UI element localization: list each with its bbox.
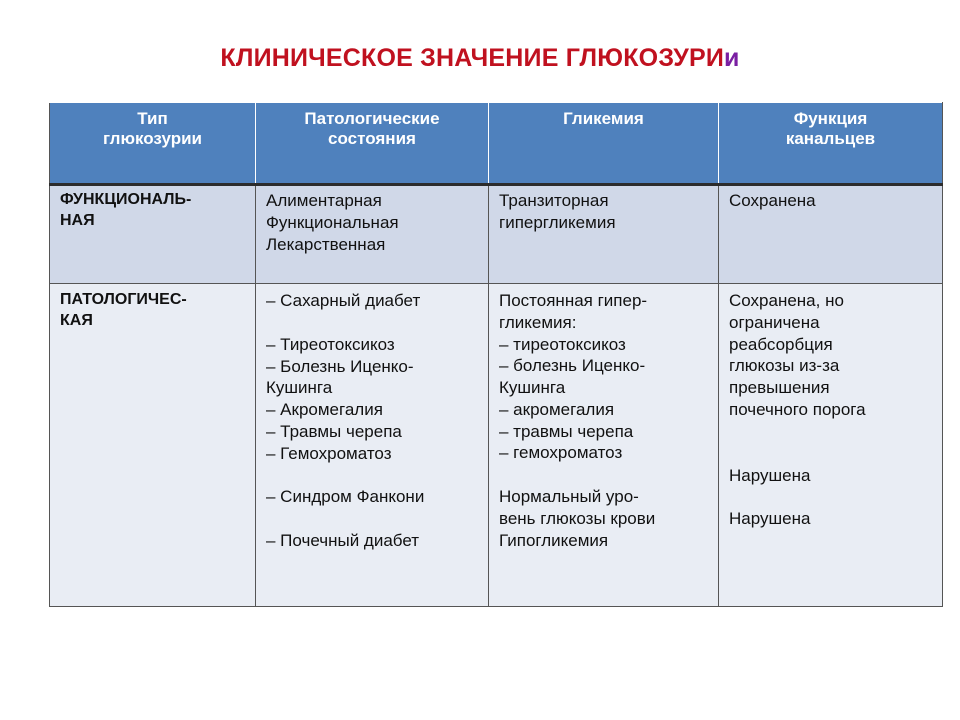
cell-conditions xyxy=(256,284,489,607)
cell-line: Нормальный уро- вень глюкозы крови xyxy=(499,487,656,528)
cell-line: – Синдром Фанкони xyxy=(266,487,425,507)
slide-title xyxy=(0,44,960,73)
cell-line: гипергликемия xyxy=(499,212,616,232)
cell-glycemia xyxy=(489,185,719,284)
table-row xyxy=(50,284,943,607)
cell-line: – Тиреотоксикоз xyxy=(266,334,395,354)
cell-line: Функциональная xyxy=(266,212,399,232)
header-type: Тип глюкозурии xyxy=(50,103,256,185)
cell-line: – Сахарный диабет xyxy=(266,291,421,310)
cell-function xyxy=(719,185,943,284)
cell-line: Нарушена xyxy=(729,465,811,485)
cell-line: Сохранена xyxy=(729,191,816,210)
cell-line: Лекарственная xyxy=(266,234,386,254)
cell-line: – Травмы черепа xyxy=(266,421,402,441)
cell-line: – Акромегалия xyxy=(266,400,383,419)
cell-line: – Гемохроматоз xyxy=(266,443,392,463)
cell-line: Гипогликемия xyxy=(499,530,609,550)
cell-glycemia xyxy=(489,284,719,607)
header-glycemia: Гликемия xyxy=(489,103,719,185)
cell-line: Постоянная гипер- гликемия: xyxy=(499,291,648,332)
glucosuria-table xyxy=(49,102,943,607)
row-type-functional: ФУНКЦИОНАЛЬ- НАЯ xyxy=(50,185,256,284)
cell-line: Нарушена xyxy=(729,509,811,529)
cell-line: – тиреотоксикоз xyxy=(499,334,626,354)
slide-title-tail: и xyxy=(724,44,740,72)
cell-line: – гемохроматоз xyxy=(499,443,623,463)
row-type-pathological: ПАТОЛОГИЧЕС- КАЯ xyxy=(50,284,256,607)
table-row xyxy=(50,185,943,284)
cell-function xyxy=(719,284,943,607)
header-conditions: Патологические состояния xyxy=(256,103,489,185)
cell-line: – травмы черепа xyxy=(499,421,634,441)
cell-line: Сохранена, но ограничена реабсорбция глюкозы из-за превышения почечного порога xyxy=(729,291,866,419)
cell-line: – Почечный диабет xyxy=(266,531,419,550)
table-header-row xyxy=(50,103,943,185)
slide-title-main: КЛИНИЧЕСКОЕ ЗНАЧЕНИЕ ГЛЮКОЗУРИ xyxy=(220,44,725,72)
cell-line: Алиментарная xyxy=(266,191,382,210)
header-tubule-function: Функция канальцев xyxy=(719,103,943,185)
cell-conditions xyxy=(256,185,489,284)
cell-line: – болезнь Иценко- Кушинга xyxy=(499,356,646,397)
cell-line: Транзиторная xyxy=(499,191,609,210)
cell-line: – акромегалия xyxy=(499,399,615,419)
cell-line: – Болезнь Иценко- Кушинга xyxy=(266,356,414,398)
